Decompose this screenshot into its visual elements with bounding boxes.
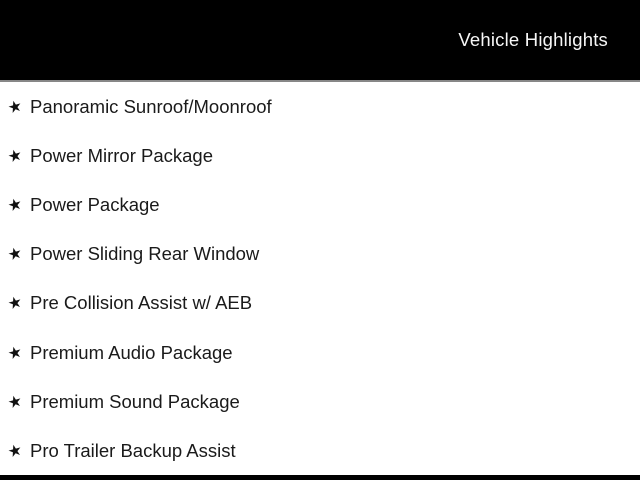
- list-item-label: Power Mirror Package: [30, 144, 214, 166]
- page-title: Vehicle Highlights: [458, 29, 608, 50]
- list-item: [0, 230, 640, 279]
- list-item: [0, 426, 640, 475]
- list-item: [0, 377, 640, 426]
- star-icon: ★: [6, 195, 25, 216]
- list-item: [0, 131, 640, 180]
- list-item-label: Pre Collision Assist w/ AEB: [30, 292, 253, 314]
- star-icon: ★: [6, 342, 25, 364]
- list-item: [0, 328, 640, 377]
- star-icon: ★: [6, 244, 25, 265]
- list-item-label: Pro Trailer Backup Assist: [30, 439, 236, 461]
- list-item-label: Panoramic Sunroof/Moonroof: [30, 95, 272, 117]
- footer-bar: [0, 475, 640, 480]
- list-item: [0, 180, 640, 229]
- list-item-label: Premium Audio Package: [30, 341, 233, 363]
- star-icon: ★: [6, 441, 25, 462]
- list-item: [0, 82, 640, 131]
- list-item-label: Power Package: [30, 193, 160, 215]
- list-item-label: Premium Sound Package: [30, 390, 240, 412]
- star-icon: ★: [6, 392, 25, 413]
- list-item: [0, 279, 640, 328]
- highlights-list: [0, 82, 640, 476]
- star-icon: ★: [6, 293, 25, 314]
- star-icon: ★: [6, 97, 25, 118]
- header-bar: [0, 0, 640, 82]
- list-item-label: Power Sliding Rear Window: [30, 243, 260, 265]
- star-icon: ★: [6, 146, 25, 167]
